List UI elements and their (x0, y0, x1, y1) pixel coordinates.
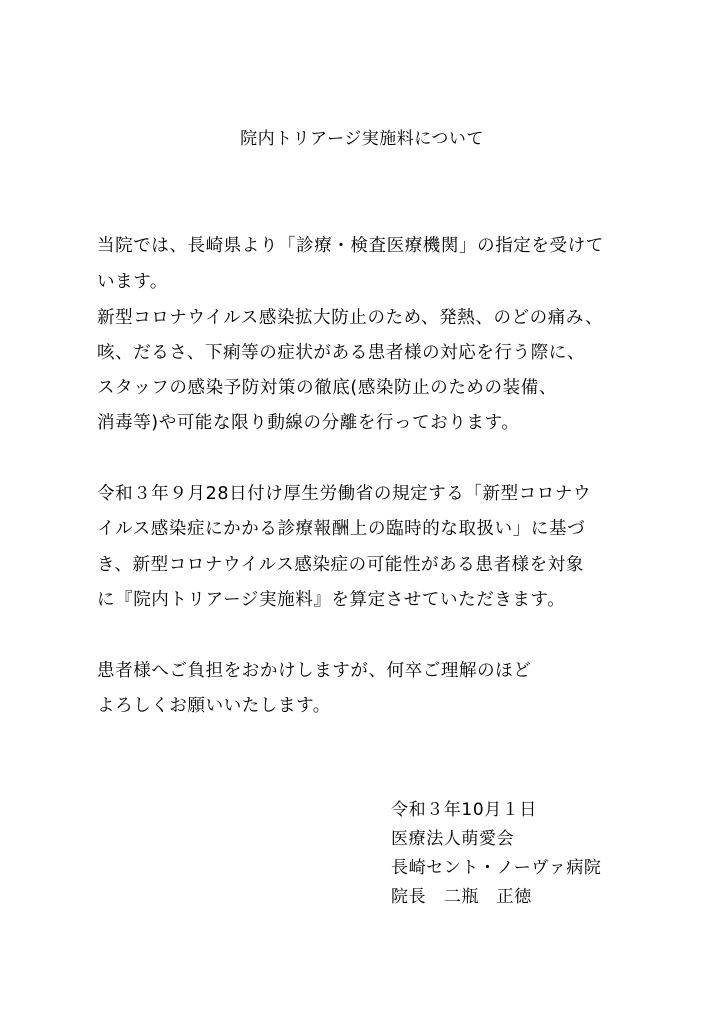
text-line: 咳、だるさ、下痢等の症状がある患者様の対応を行う際に、 (97, 343, 585, 363)
text-line: 消毒等)や可能な限り動線の分離を行っております。 (97, 413, 520, 433)
text-line: イルス感染症にかかる診療報酬上の臨時的な取扱い」に基づ (97, 519, 586, 539)
document-title: 院内トリアージ実施料について (240, 129, 484, 149)
signature-director: 院長 二瓶 正徳 (391, 887, 532, 907)
text-line: います。 (97, 272, 168, 292)
text-line: に『院内トリアージ実施料』を算定させていただきます。 (97, 590, 566, 610)
text-line: 患者様へご負担をおかけしますが、何卒ご理解のほど (97, 661, 532, 681)
text-line: スタッフの感染予防対策の徹底(感染防止のための装備、 (97, 378, 557, 398)
text-line: 新型コロナウイルス感染拡大防止のため、発熱、のどの痛み、 (97, 308, 604, 328)
signature-corporation: 医療法人萌愛会 (391, 829, 515, 849)
text-line: 当院では、長崎県より「診療・検査医療機関」の指定を受けて (97, 236, 604, 256)
text-line: き、新型コロナウイルス感染症の可能性がある患者様を対象 (97, 555, 584, 575)
signature-hospital: 長崎セント・ノーヴァ病院 (391, 858, 602, 878)
text-line: よろしくお願いいたします。 (97, 696, 331, 716)
text-line: 令和３年９月28日付け厚生労働省の規定する「新型コロナウ (97, 484, 592, 504)
signature-date: 令和３年10月１日 (391, 800, 538, 820)
